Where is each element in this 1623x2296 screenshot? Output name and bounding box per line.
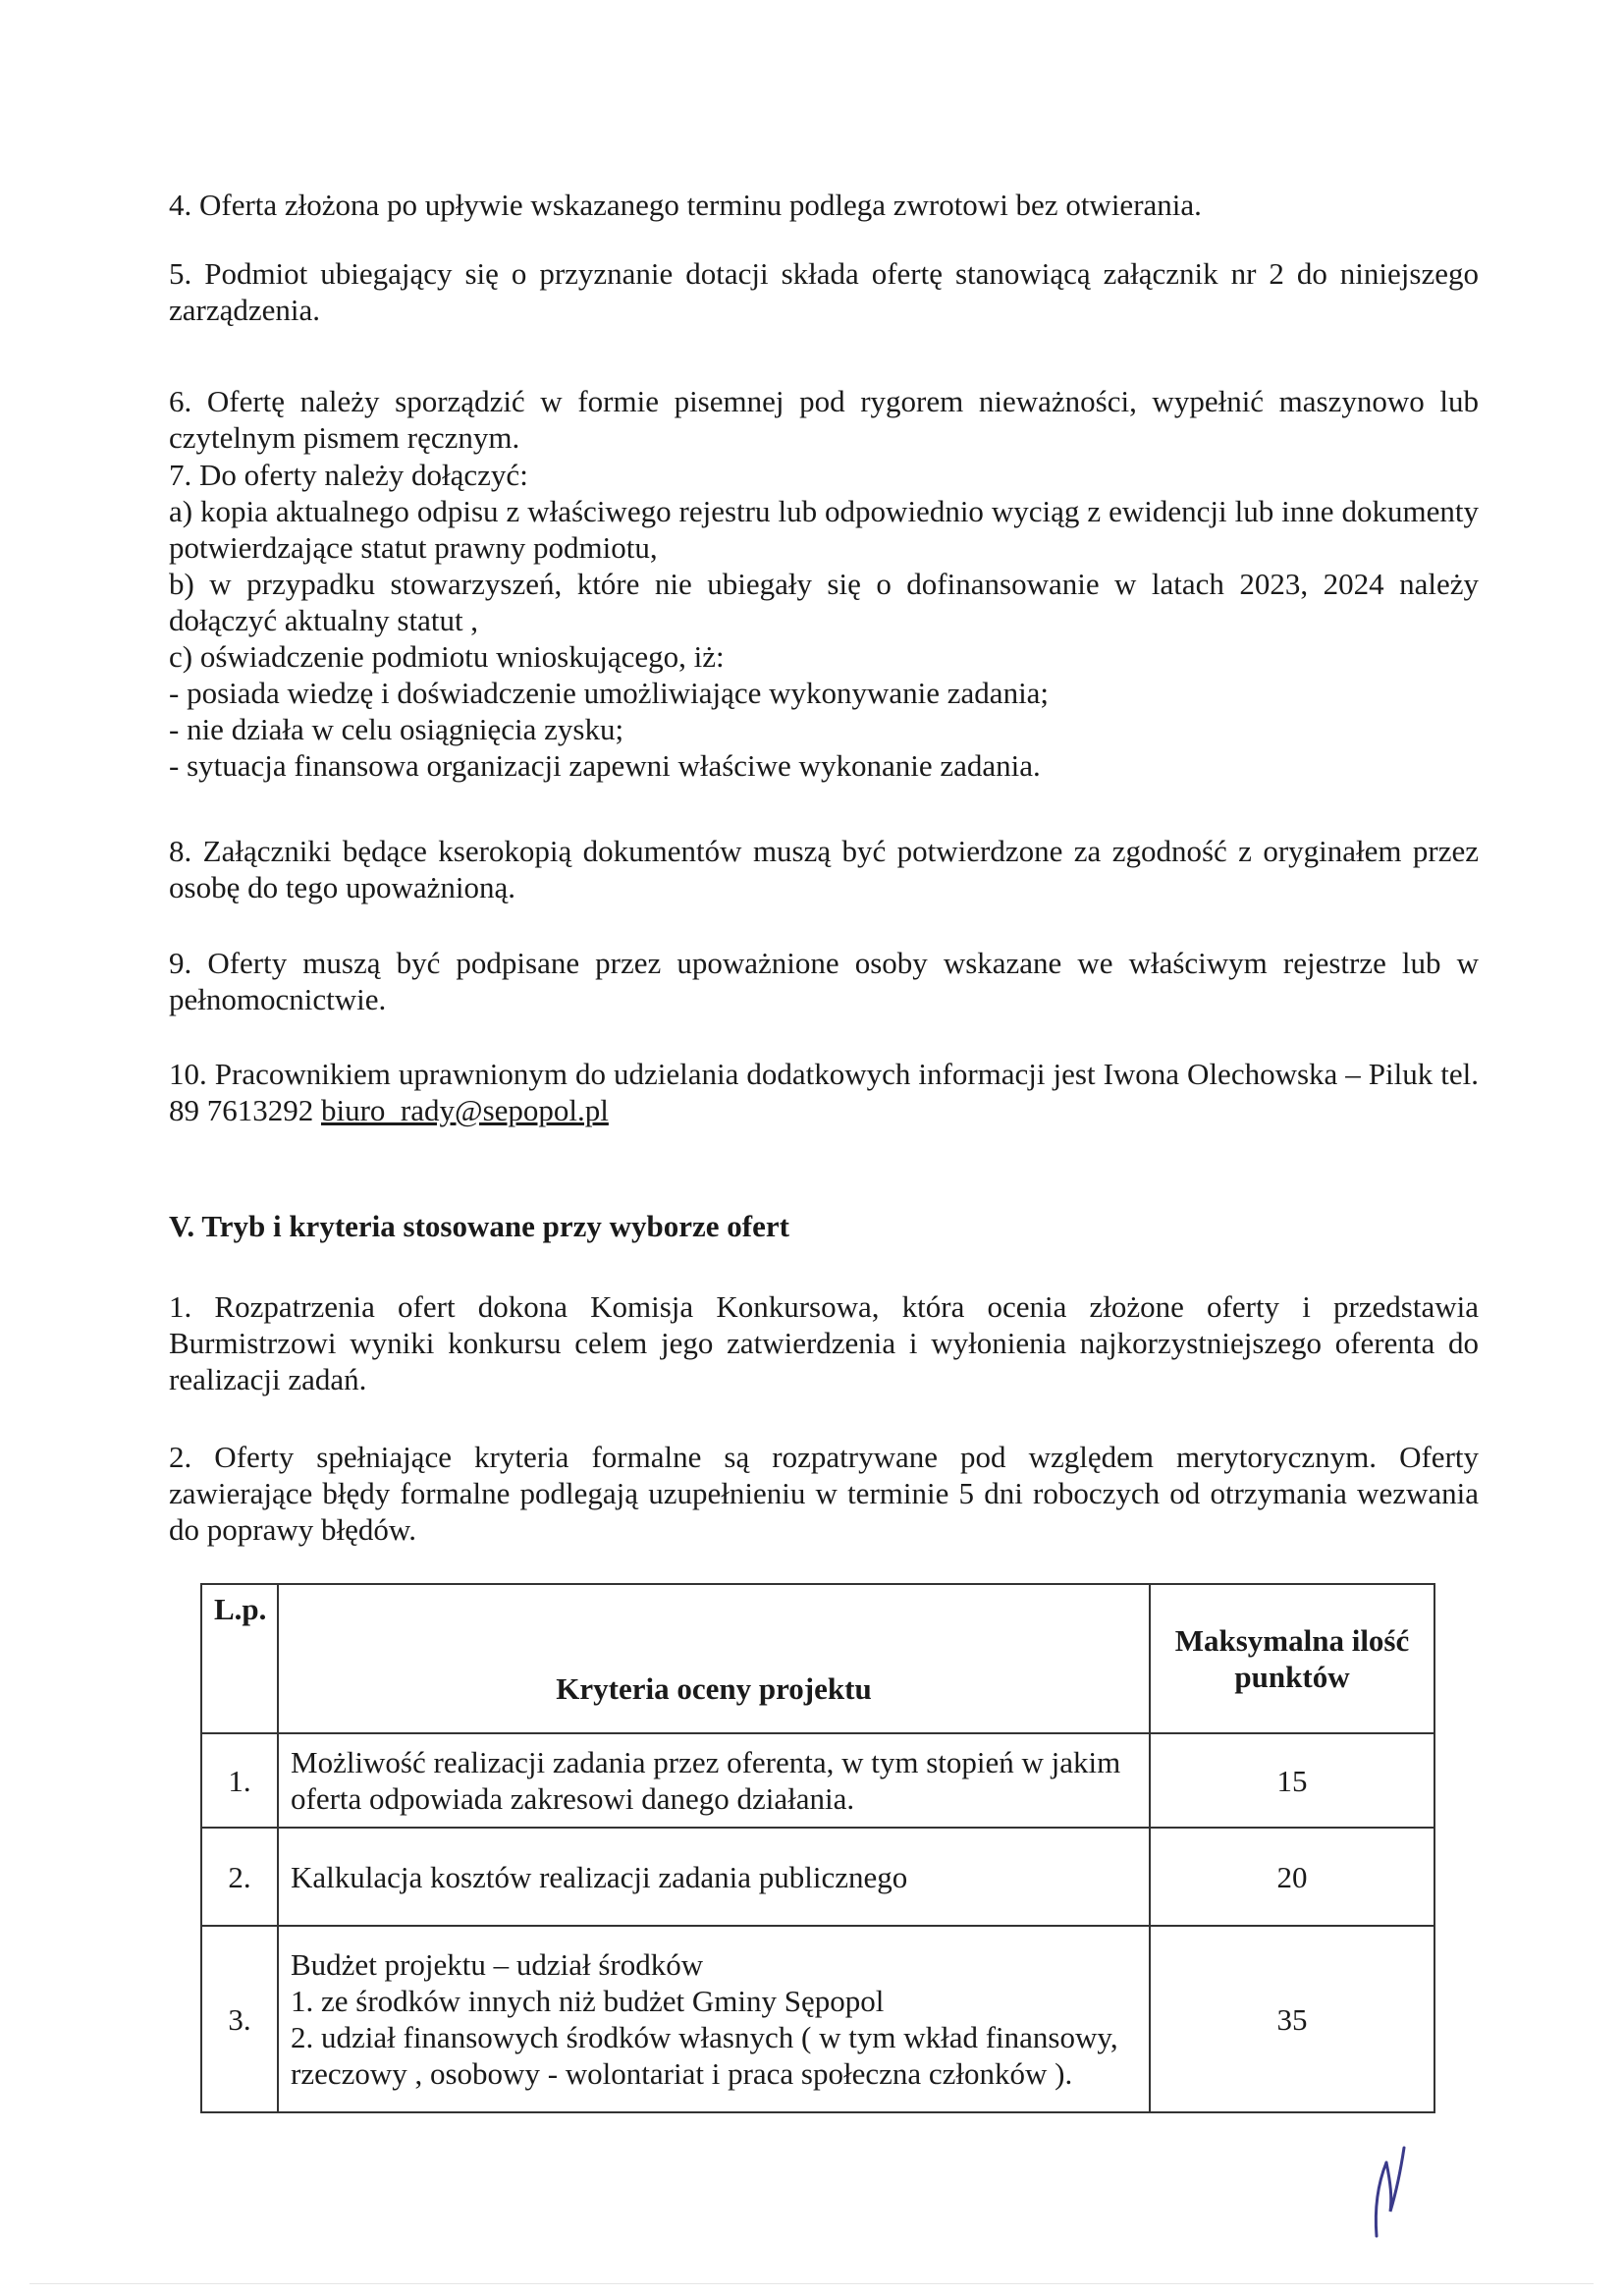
paragraph-5: 5. Podmiot ubiegający się o przyznanie dotacji składa ofertę stanowiącą załącznik nr 2 do niniejszego zarządzenia. <box>169 256 1479 327</box>
row-lp: 3. <box>201 1926 278 2112</box>
criteria-line: 2. udział finansowych środków własnych ( w tym wkład finansowy, rzeczowy , osobowy - wolontariat i praca społeczna członków ). <box>291 2020 1118 2091</box>
row-criteria <box>278 1926 1150 2112</box>
table-row <box>201 1733 1434 1828</box>
signature-initial <box>1357 2143 1416 2241</box>
header-lp: L.p. <box>201 1584 278 1733</box>
email-link[interactable]: biuro_rady@sepopol.pl <box>321 1093 609 1127</box>
paragraph-4: 4. Oferta złożona po upływie wskazanego terminu podlega zwrotowi bez otwierania. <box>169 188 1202 222</box>
paragraph-8: 8. Załączniki będące kserokopią dokumentów muszą być potwierdzone za zgodność z oryginałem przez osobę do tego upoważnioną. <box>169 834 1479 904</box>
paragraph-10-text: 10. Pracownikiem uprawnionym do udzielania dodatkowych informacji jest Iwona Olechowska – Piluk tel. 89 7613292 <box>169 1057 1479 1127</box>
paragraph-7a: a) kopia aktualnego odpisu z właściwego rejestru lub odpowiednio wyciąg z ewidencji lub inne dokumenty potwierdzające statut prawny podmiotu, <box>169 494 1479 565</box>
paragraph-7c-item-3: - sytuacja finansowa organizacji zapewni właściwe wykonanie zadania. <box>169 748 1041 783</box>
row-points: 15 <box>1150 1733 1434 1828</box>
section-v-heading: V. Tryb i kryteria stosowane przy wyborze ofert <box>169 1209 789 1243</box>
paragraph-7c: c) oświadczenie podmiotu wnioskującego, iż: <box>169 639 725 674</box>
row-lp: 2. <box>201 1828 278 1926</box>
paragraph-10 <box>169 1056 1479 1128</box>
paragraph-7b: b) w przypadku stowarzyszeń, które nie ubiegały się o dofinansowanie w latach 2023, 2024 należy dołączyć aktualny statut , <box>169 567 1479 637</box>
criteria-line: 1. ze środków innych niż budżet Gminy Sępopol <box>291 1984 885 2018</box>
scan-edge-line <box>29 2283 1594 2284</box>
paragraph-7c-item-2: - nie działa w celu osiągnięcia zysku; <box>169 712 624 746</box>
row-points: 20 <box>1150 1828 1434 1926</box>
paragraph-7c-item-1: - posiada wiedzę i doświadczenie umożliwiające wykonywanie zadania; <box>169 676 1050 710</box>
row-criteria: Kalkulacja kosztów realizacji zadania publicznego <box>278 1828 1150 1926</box>
paragraph-7-intro: 7. Do oferty należy dołączyć: <box>169 458 528 492</box>
table-header-row <box>201 1584 1434 1733</box>
paragraph-9: 9. Oferty muszą być podpisane przez upoważnione osoby wskazane we właściwym rejestrze lub w pełnomocnictwie. <box>169 946 1479 1016</box>
header-criteria: Kryteria oceny projektu <box>278 1584 1150 1733</box>
criteria-line: Budżet projektu – udział środków <box>291 1947 704 1982</box>
header-max-points: Maksymalna ilość punktów <box>1150 1584 1434 1733</box>
row-criteria: Możliwość realizacji zadania przez oferenta, w tym stopień w jakim oferta odpowiada zakresowi danego działania. <box>278 1733 1150 1828</box>
criteria-table <box>200 1583 1435 2113</box>
paragraph-6: 6. Ofertę należy sporządzić w formie pisemnej pod rygorem nieważności, wypełnić maszynowo lub czytelnym pismem ręcznym. <box>169 384 1479 455</box>
table-row <box>201 1828 1434 1926</box>
row-points: 35 <box>1150 1926 1434 2112</box>
section-v-paragraph-2: 2. Oferty spełniające kryteria formalne są rozpatrywane pod względem merytorycznym. Oferty zawierające błędy formalne podlegają uzupełnieniu w terminie 5 dni roboczych od otrzymania wezwania do poprawy błędów. <box>169 1440 1479 1547</box>
section-v-paragraph-1: 1. Rozpatrzenia ofert dokona Komisja Konkursowa, która ocenia złożone oferty i przedstawia Burmistrzowi wyniki konkursu celem jego zatwierdzenia i wyłonienia najkorzystniejszego oferenta do realizacji zadań. <box>169 1289 1479 1396</box>
row-lp: 1. <box>201 1733 278 1828</box>
table-row <box>201 1926 1434 2112</box>
